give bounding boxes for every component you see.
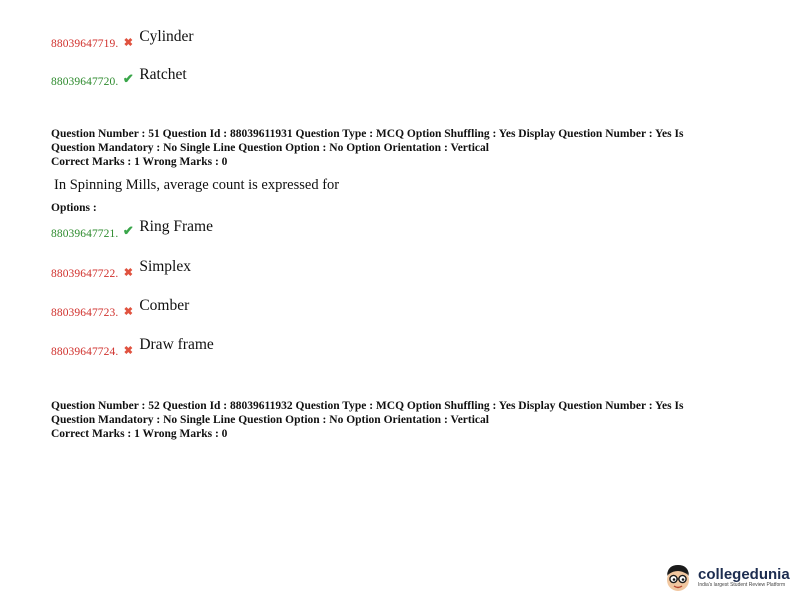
option-id: 88039647719.	[51, 38, 119, 50]
option-id: 88039647722.	[51, 268, 119, 280]
cross-icon: ✖	[123, 267, 133, 279]
option-row	[51, 28, 194, 50]
option-text: Ring Frame	[139, 218, 213, 235]
option-row	[51, 258, 191, 280]
check-icon: ✔	[122, 71, 134, 86]
options-label: Options :	[51, 202, 97, 214]
option-text: Simplex	[139, 258, 191, 275]
mascot-face-icon	[662, 562, 694, 594]
option-row	[51, 297, 190, 319]
question-meta-line: Question Mandatory : No Single Line Question Option : No Option Orientation : Vertical	[51, 414, 489, 426]
cross-icon: ✖	[123, 306, 133, 318]
collegedunia-logo	[662, 562, 790, 594]
logo-brand: collegedunia	[698, 566, 790, 583]
option-id: 88039647723.	[51, 307, 119, 319]
question-marks: Correct Marks : 1 Wrong Marks : 0	[51, 428, 228, 440]
question-text: In Spinning Mills, average count is expressed for	[54, 177, 340, 193]
option-text: Comber	[139, 297, 190, 314]
question-meta-line: Question Number : 52 Question Id : 88039611932 Question Type : MCQ Option Shuffling : Yes Display Question Number : Yes Is	[51, 400, 684, 412]
logo-tagline: India's largest Student Review Platform	[698, 582, 786, 588]
option-row	[51, 66, 187, 88]
cross-icon: ✖	[123, 345, 133, 357]
option-text: Draw frame	[139, 336, 214, 353]
question-meta-line: Question Number : 51 Question Id : 88039611931 Question Type : MCQ Option Shuffling : Yes Display Question Number : Yes Is	[51, 128, 684, 140]
option-text: Cylinder	[139, 28, 194, 45]
question-meta	[51, 127, 741, 169]
option-text: Ratchet	[139, 66, 187, 83]
question-meta-line: Question Mandatory : No Single Line Question Option : No Option Orientation : Vertical	[51, 142, 489, 154]
option-id: 88039647721.	[51, 228, 119, 240]
question-marks: Correct Marks : 1 Wrong Marks : 0	[51, 156, 228, 168]
question-meta	[51, 399, 741, 441]
cross-icon: ✖	[123, 37, 133, 49]
option-id: 88039647724.	[51, 346, 119, 358]
option-row	[51, 218, 213, 240]
option-id: 88039647720.	[51, 76, 119, 88]
check-icon: ✔	[122, 223, 134, 238]
option-row	[51, 336, 214, 358]
